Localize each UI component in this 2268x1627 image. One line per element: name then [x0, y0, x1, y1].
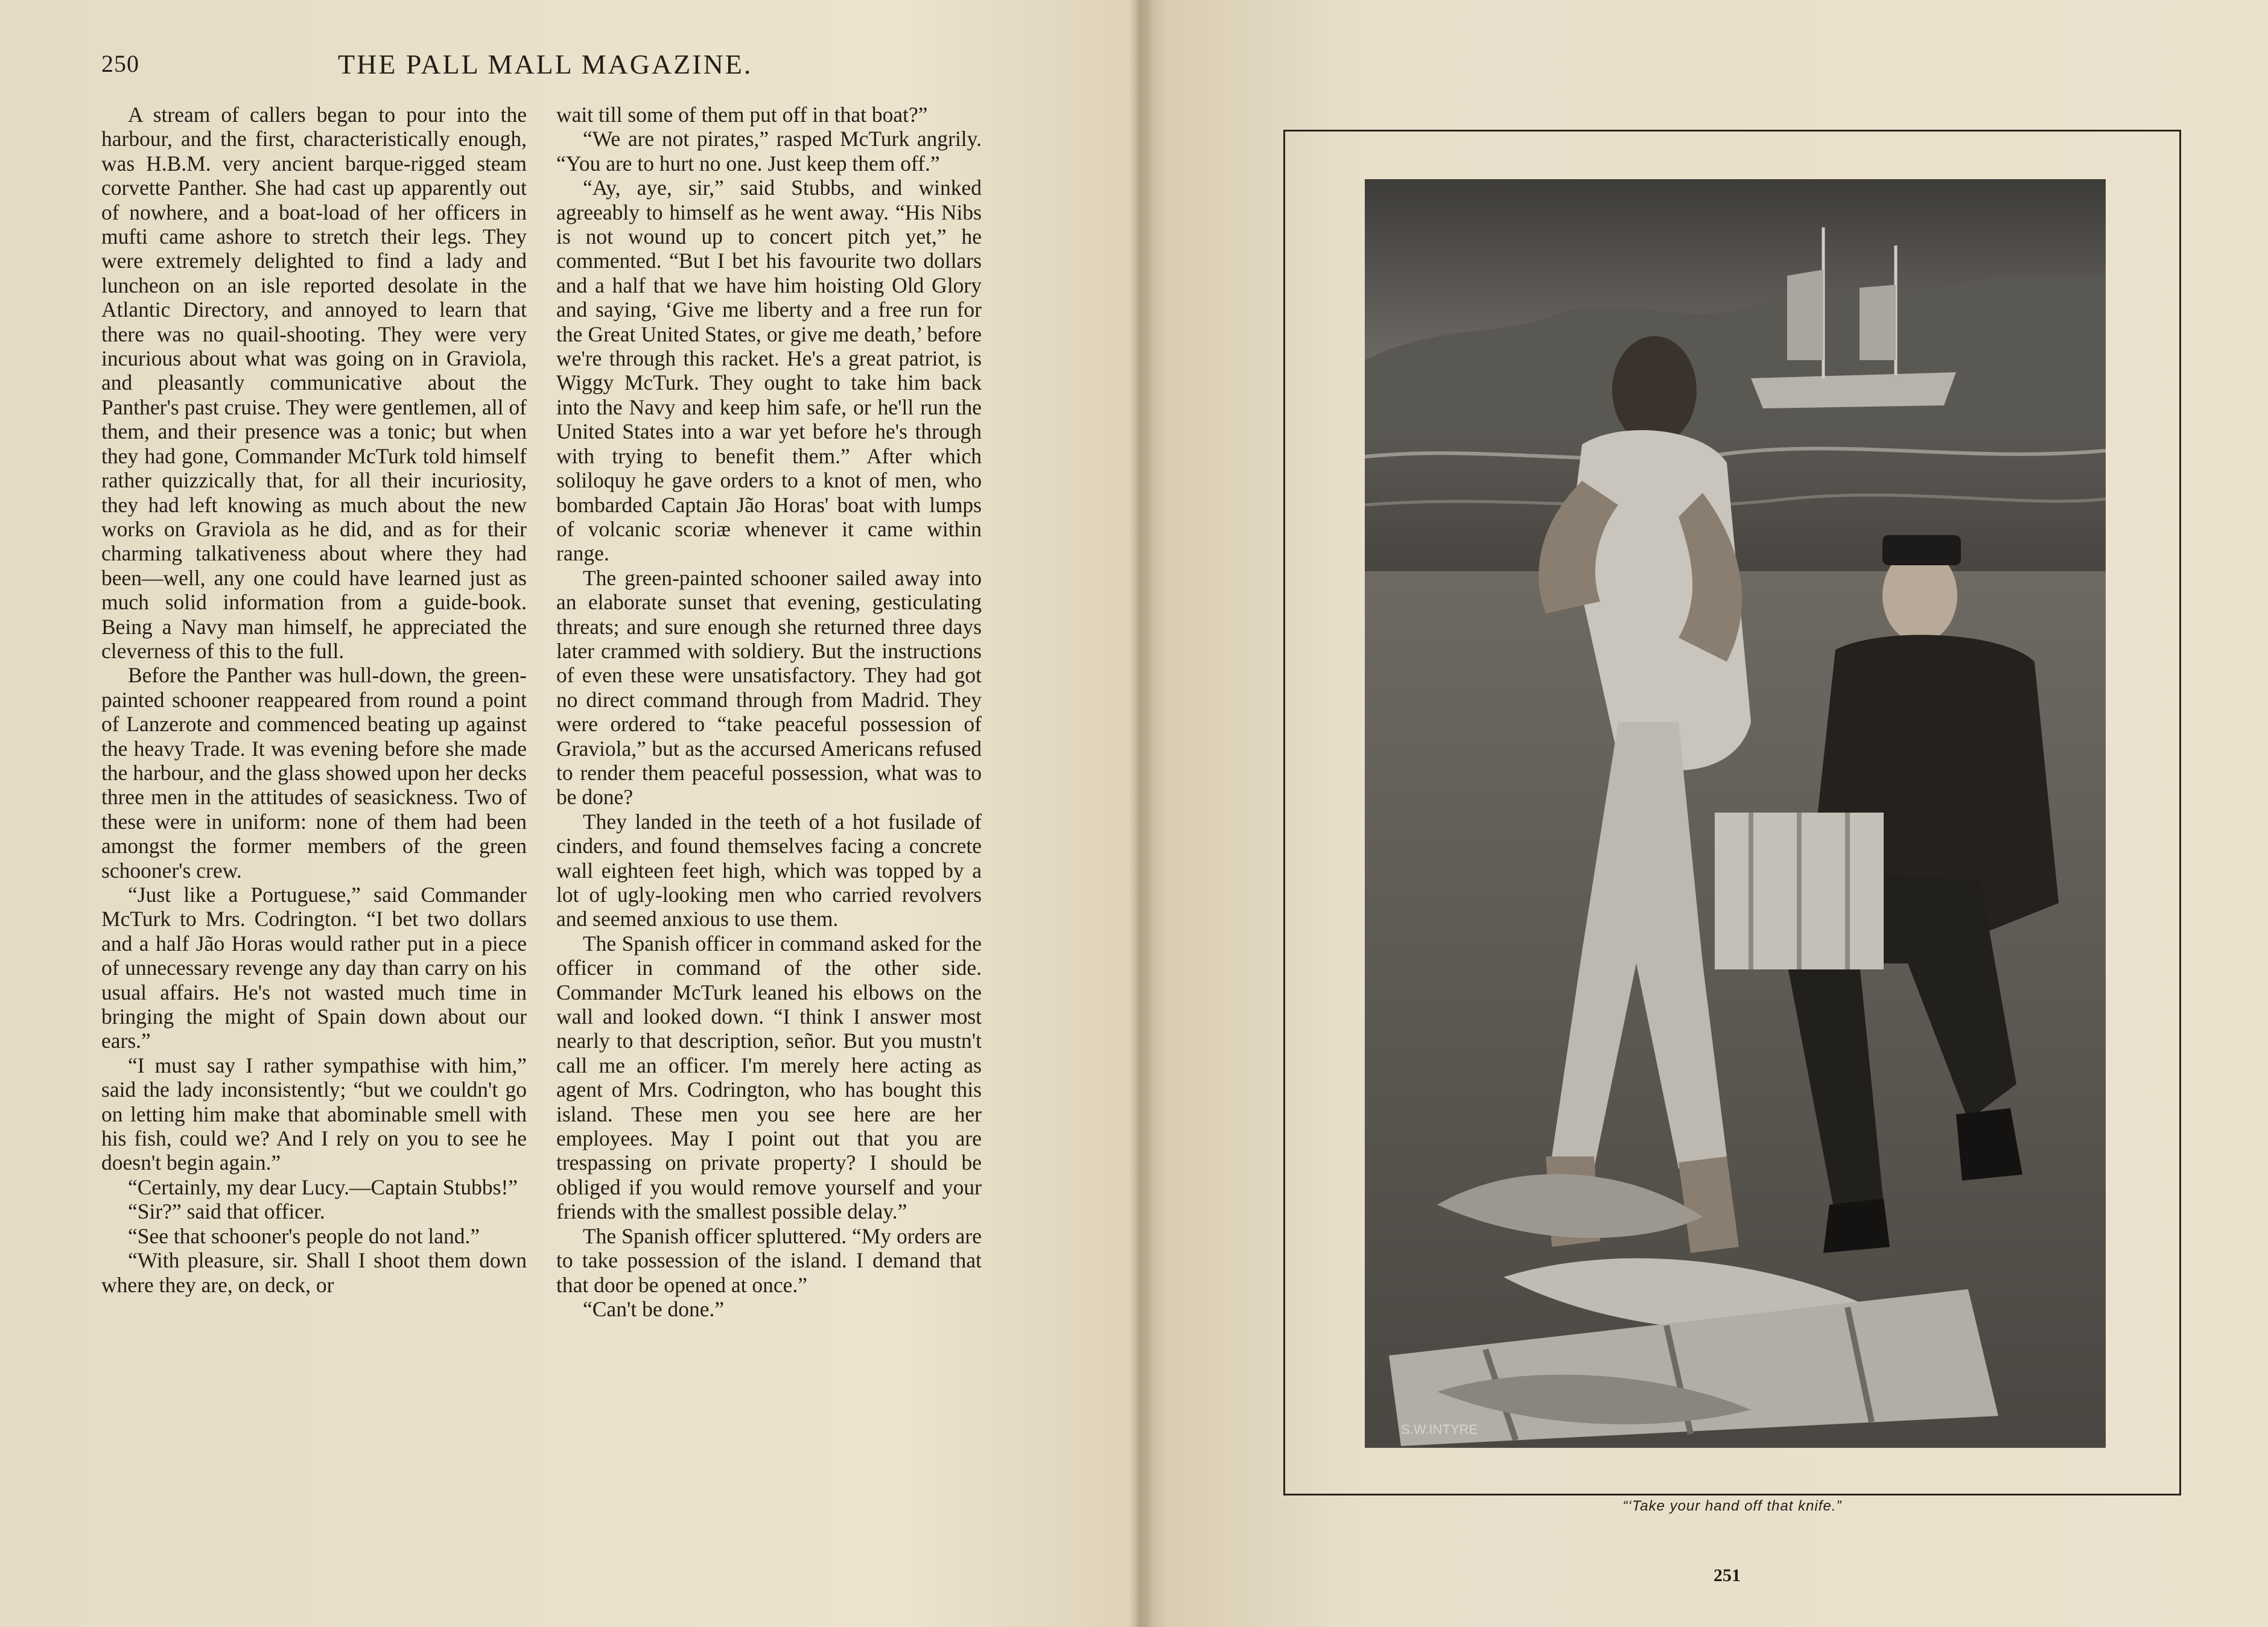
- paragraph: “Certainly, my dear Lucy.—Captain Stubbs!”: [128, 1175, 518, 1199]
- running-head: THE PALL MALL MAGAZINE.: [338, 49, 753, 80]
- paragraph: “See that schooner's people do not land.”: [128, 1223, 480, 1248]
- paragraph: Before the Panther was hull-down, the green-painted schooner reappeared from round a point of Lanzerote and commenced beating up against the heavy Trade. It was evening before she made the harbour, and the glass showed upon her decks three men in the attitudes of seasickness. Two of these were in uniform: none of them had been amongst the former members of the green schooner's crew.: [101, 663, 527, 883]
- paragraph: “Can't be done.”: [583, 1296, 725, 1321]
- paragraph: “Sir?” said that officer.: [128, 1199, 325, 1224]
- illustration-caption: “‘Take your hand off that knife.”: [1622, 1498, 1842, 1514]
- paragraph: A stream of callers began to pour into the harbour, and the first, characteristically enough, was H.B.M. very ancient barque-rigged steam corvette Panther. She had cast up apparently out of nowhere, and a boat-load of her officers in mufti came ashore to stretch their legs. They were extremely delighted to find a lady and luncheon on an isle reported desolate in the Atlantic Directory, and annoyed to learn that there was no quail-shooting. They were very incurious about what was going on in Graviola, and pleasantly communicative about the Panther's past cruise. They were gentlemen, all of them, and their presence was a tonic; but when they had gone, Commander McTurk told himself rather quizzically that, for all their incuriosity, they had left knowing as much about the new works on Graviola as he did, and as for their charming talkativeness about where they had been—well, any one could have learned just as much solid information from a guide-book. Being a Navy man himself, he appreciated the cleverness of this to the full.: [101, 103, 527, 663]
- paragraph: The Spanish officer spluttered. “My orders are to take possession of the island. I demand that that door be opened at once.”: [556, 1223, 982, 1297]
- page-number-left: 250: [101, 50, 139, 77]
- paragraph: “Ay, aye, sir,” said Stubbs, and winked agreeably to himself as he went away. “His Nibs is not wound up to concert pitch yet,” he commented. “But I bet his favourite two dollars and a half that we have him hoisting Old Glory and saying, ‘Give me liberty and a free run for the Great United States, or give me death,’ before we're through this racket. He's a great patriot, is Wiggy McTurk. They ought to take him back into the Navy and keep him safe, or he'll run the United States into a war yet before he's through with trying to benefit them.” After which soliloquy he gave orders to a knot of men, who bombarded Captain Jão Horas' boat with lumps of volcanic scoriæ whenever it came within range.: [556, 176, 982, 566]
- text-column-1: [101, 103, 527, 1297]
- illustration-artwork: [1365, 179, 2106, 1448]
- paragraph: The green-painted schooner sailed away into an elaborate sunset that evening, gesticulating threats; and sure enough she returned three days later crammed with soldiery. But the instructions of even these were unsatisfactory. They had got no direct command through from Madrid. They were ordered to “take peaceful possession of Graviola,” but as the accursed Americans refused to render them peaceful possession, what was to be done?: [556, 565, 982, 810]
- paragraph: “Just like a Portuguese,” said Commander McTurk to Mrs. Codrington. “I bet two dollars and a half Jão Horas would rather put in a piece of unnecessary revenge any day than carry on his usual affairs. He's not wasted much time in bringing the might of Spain down about our ears.”: [101, 883, 527, 1053]
- paragraph: “I must say I rather sympathise with him,” said the lady inconsistently; “but we couldn't go on letting him make that abominable smell with his fish, could we? And I rely on you to see he doesn't begin again.”: [101, 1053, 527, 1175]
- illustration: [1365, 179, 2106, 1448]
- text-column-2: [556, 103, 982, 1321]
- paragraph: They landed in the teeth of a hot fusilade of cinders, and found themselves facing a concrete wall eighteen feet high, which was topped by a lot of ugly-looking men who carried revolvers and seemed anxious to use them.: [556, 809, 982, 931]
- paragraph: “We are not pirates,” rasped McTurk angrily. “You are to hurt no one. Just keep them off.”: [556, 127, 982, 176]
- paragraph: “With pleasure, sir. Shall I shoot them down where they are, on deck, or: [101, 1248, 527, 1297]
- paragraph: The Spanish officer in command asked for the officer in command of the other side. Commander McTurk leaned his elbows on the wall and looked down. “I think I answer most nearly to that description, señor. But you mustn't call me an officer. I'm merely here acting as agent of Mrs. Codrington, who has bought this island. These men you see here are her employees. May I point out that you are trespassing on private property? I should be obliged if you would remove yourself and your friends with the smallest possible delay.”: [556, 931, 982, 1224]
- paragraph: wait till some of them put off in that boat?”: [556, 103, 928, 127]
- illustration-signature: S.W.INTYRE: [1401, 1422, 1478, 1437]
- page-number-right: 251: [1714, 1565, 1741, 1585]
